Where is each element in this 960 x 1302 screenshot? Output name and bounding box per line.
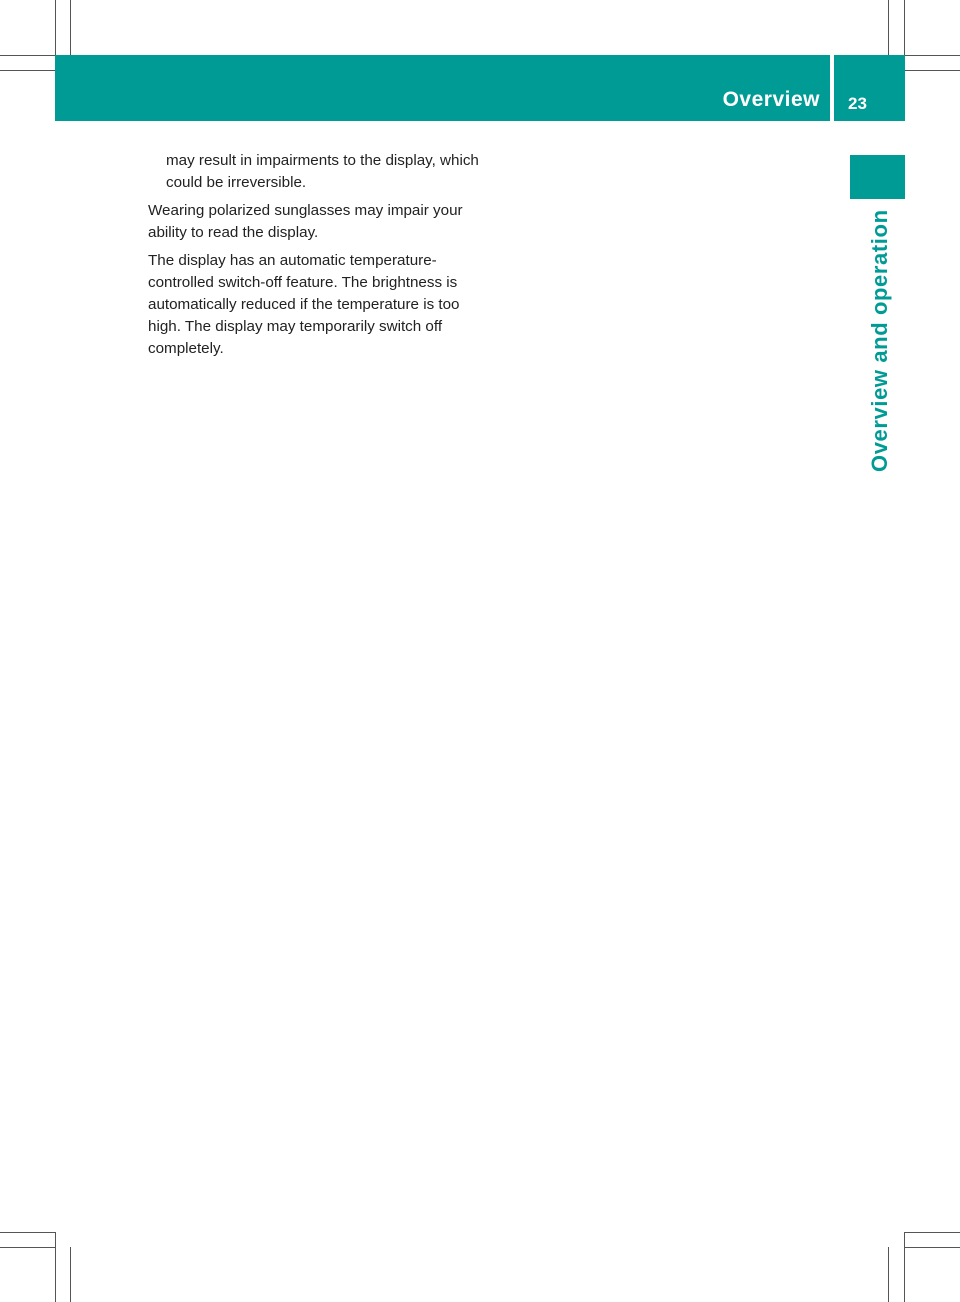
- crop-mark: [904, 0, 905, 55]
- side-tab-label: Overview and operation: [867, 209, 892, 472]
- crop-mark: [0, 1247, 55, 1248]
- crop-mark: [905, 1247, 960, 1248]
- body-text: [148, 150, 484, 366]
- crop-mark: [70, 1247, 71, 1302]
- header-divider: [830, 55, 834, 121]
- page-number: 23: [848, 94, 867, 113]
- crop-mark: [905, 70, 960, 71]
- crop-mark: [904, 1232, 905, 1302]
- crop-mark: [0, 55, 55, 56]
- crop-mark: [0, 1232, 55, 1233]
- crop-mark: [888, 0, 889, 55]
- crop-mark: [55, 1232, 56, 1302]
- paragraph: The display has an automatic temperature-controlled switch-off feature. The brightness is automatically reduced if the temperature is too high. The display may temporarily switch off completely.: [148, 252, 460, 357]
- paragraph: Wearing polarized sunglasses may impair your ability to read the display.: [148, 202, 463, 241]
- crop-mark: [888, 1247, 889, 1302]
- crop-mark: [905, 55, 960, 56]
- crop-mark: [55, 0, 56, 55]
- paragraph: may result in impairments to the display, which could be irreversible.: [166, 152, 479, 191]
- crop-mark: [0, 70, 55, 71]
- side-tab-marker: [850, 155, 905, 199]
- section-title: Overview: [722, 88, 820, 111]
- crop-mark: [70, 0, 71, 55]
- crop-mark: [905, 1232, 960, 1233]
